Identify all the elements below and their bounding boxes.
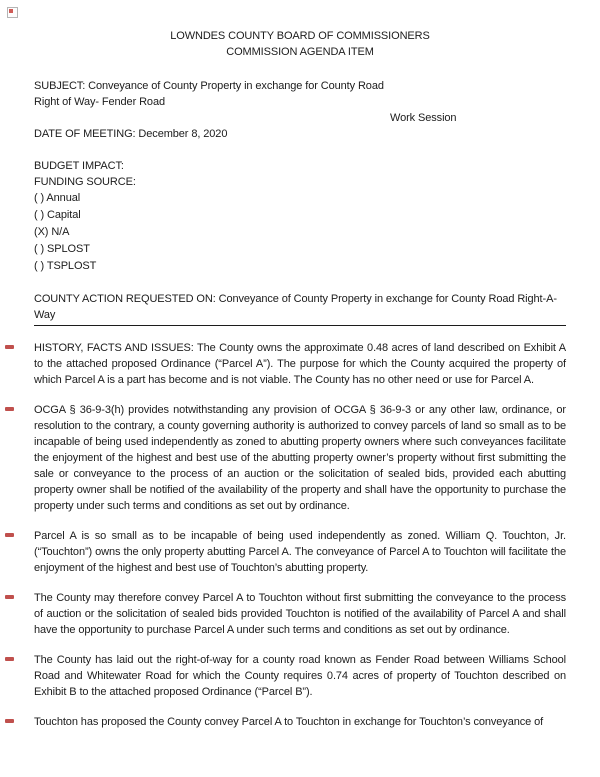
funding-source-label: FUNDING SOURCE: — [34, 176, 136, 188]
margin-mark-icon — [5, 719, 14, 723]
subject-block — [34, 78, 566, 110]
margin-mark-icon — [5, 533, 14, 537]
funding-options-list — [34, 190, 566, 275]
margin-mark-icon — [5, 345, 14, 349]
paragraph-ocga-provision — [34, 402, 566, 514]
date-of-meeting: DATE OF MEETING: December 8, 2020 — [34, 128, 228, 140]
paragraph-text: The County may therefore convey Parcel A to Touchton without first submitting the conveyance to the process of auction or the solicitation of sealed bids provided Touchton is notified of the availability of Parcel A and shall have the opportunity to purchase Parcel A under such terms and conditions as set out by ordinance. — [34, 592, 566, 636]
county-action-requested: COUNTY ACTION REQUESTED ON: Conveyance of County Property in exchange for County Road Right-A-Way — [34, 291, 566, 326]
paragraph-parcel-a — [34, 528, 566, 576]
budget-impact-label: BUDGET IMPACT: — [34, 160, 124, 172]
funding-option-na: (X) N/A — [34, 226, 70, 238]
broken-image-icon — [7, 7, 18, 18]
funding-option-annual: ( ) Annual — [34, 192, 81, 204]
paragraph-text: OCGA § 36-9-3(h) provides notwithstanding any provision of OCGA § 36-9-3 or any other law, ordinance, or resolution to the contrary, a county governing authority is authorized to convey parcels of land so small as to be incapable of being used independently as zoned to abutting property owners where such conveyances facilitate the enjoyment of the highest and best use of the abutting property owner’s property without first submitting the sale or conveyance to the process of an auction or the solicitation of sealed bids, provided each abutting property owner shall be notified of the availability of the property and shall have the opportunity to purchase the property under such terms and conditions as set out by ordinance. — [34, 404, 566, 512]
document-header — [34, 28, 566, 60]
paragraph-text: The County has laid out the right-of-way for a county road known as Fender Road between Williams School Road and Whitewater Road for which the County requires 0.74 acres of property of Touchton described on Exhibit B to the attached proposed Ordinance (“Parcel B”). — [34, 654, 566, 698]
board-title: LOWNDES COUNTY BOARD OF COMMISSIONERS — [170, 30, 430, 42]
funding-option-tsplost: ( ) TSPLOST — [34, 260, 97, 272]
paragraph-exchange-proposal — [34, 714, 566, 730]
margin-mark-icon — [5, 595, 14, 599]
paragraph-text: Touchton has proposed the County convey Parcel A to Touchton in exchange for Touchton’s conveyance of — [34, 716, 544, 728]
paragraph-county-convey — [34, 590, 566, 638]
subject-line-1: SUBJECT: Conveyance of County Property in exchange for County Road — [34, 80, 384, 92]
paragraph-text: HISTORY, FACTS AND ISSUES: The County owns the approximate 0.48 acres of land described on Exhibit A to the attached proposed Ordinance (“Parcel A”). The purpose for which the County acquired the property of which Parcel A is a part has become and is not viable. The County has no other need or use for Parcel A. — [34, 342, 566, 386]
agenda-item-title: COMMISSION AGENDA ITEM — [226, 46, 374, 58]
paragraph-right-of-way — [34, 652, 566, 700]
work-session-label: Work Session — [390, 112, 457, 124]
funding-option-capital: ( ) Capital — [34, 209, 81, 221]
subject-line-2: Right of Way- Fender Road — [34, 96, 165, 108]
paragraph-text: Parcel A is so small as to be incapable of being used independently as zoned. William Q. Touchton, Jr. (“Touchton”) owns the only property abutting Parcel A. The conveyance of Parcel A to Touchton will facilitate the enjoyment of the highest and best use of Touchton’s abutting property. — [34, 530, 566, 574]
paragraph-history-facts — [34, 340, 566, 388]
funding-option-splost: ( ) SPLOST — [34, 243, 90, 255]
margin-mark-icon — [5, 657, 14, 661]
margin-mark-icon — [5, 407, 14, 411]
